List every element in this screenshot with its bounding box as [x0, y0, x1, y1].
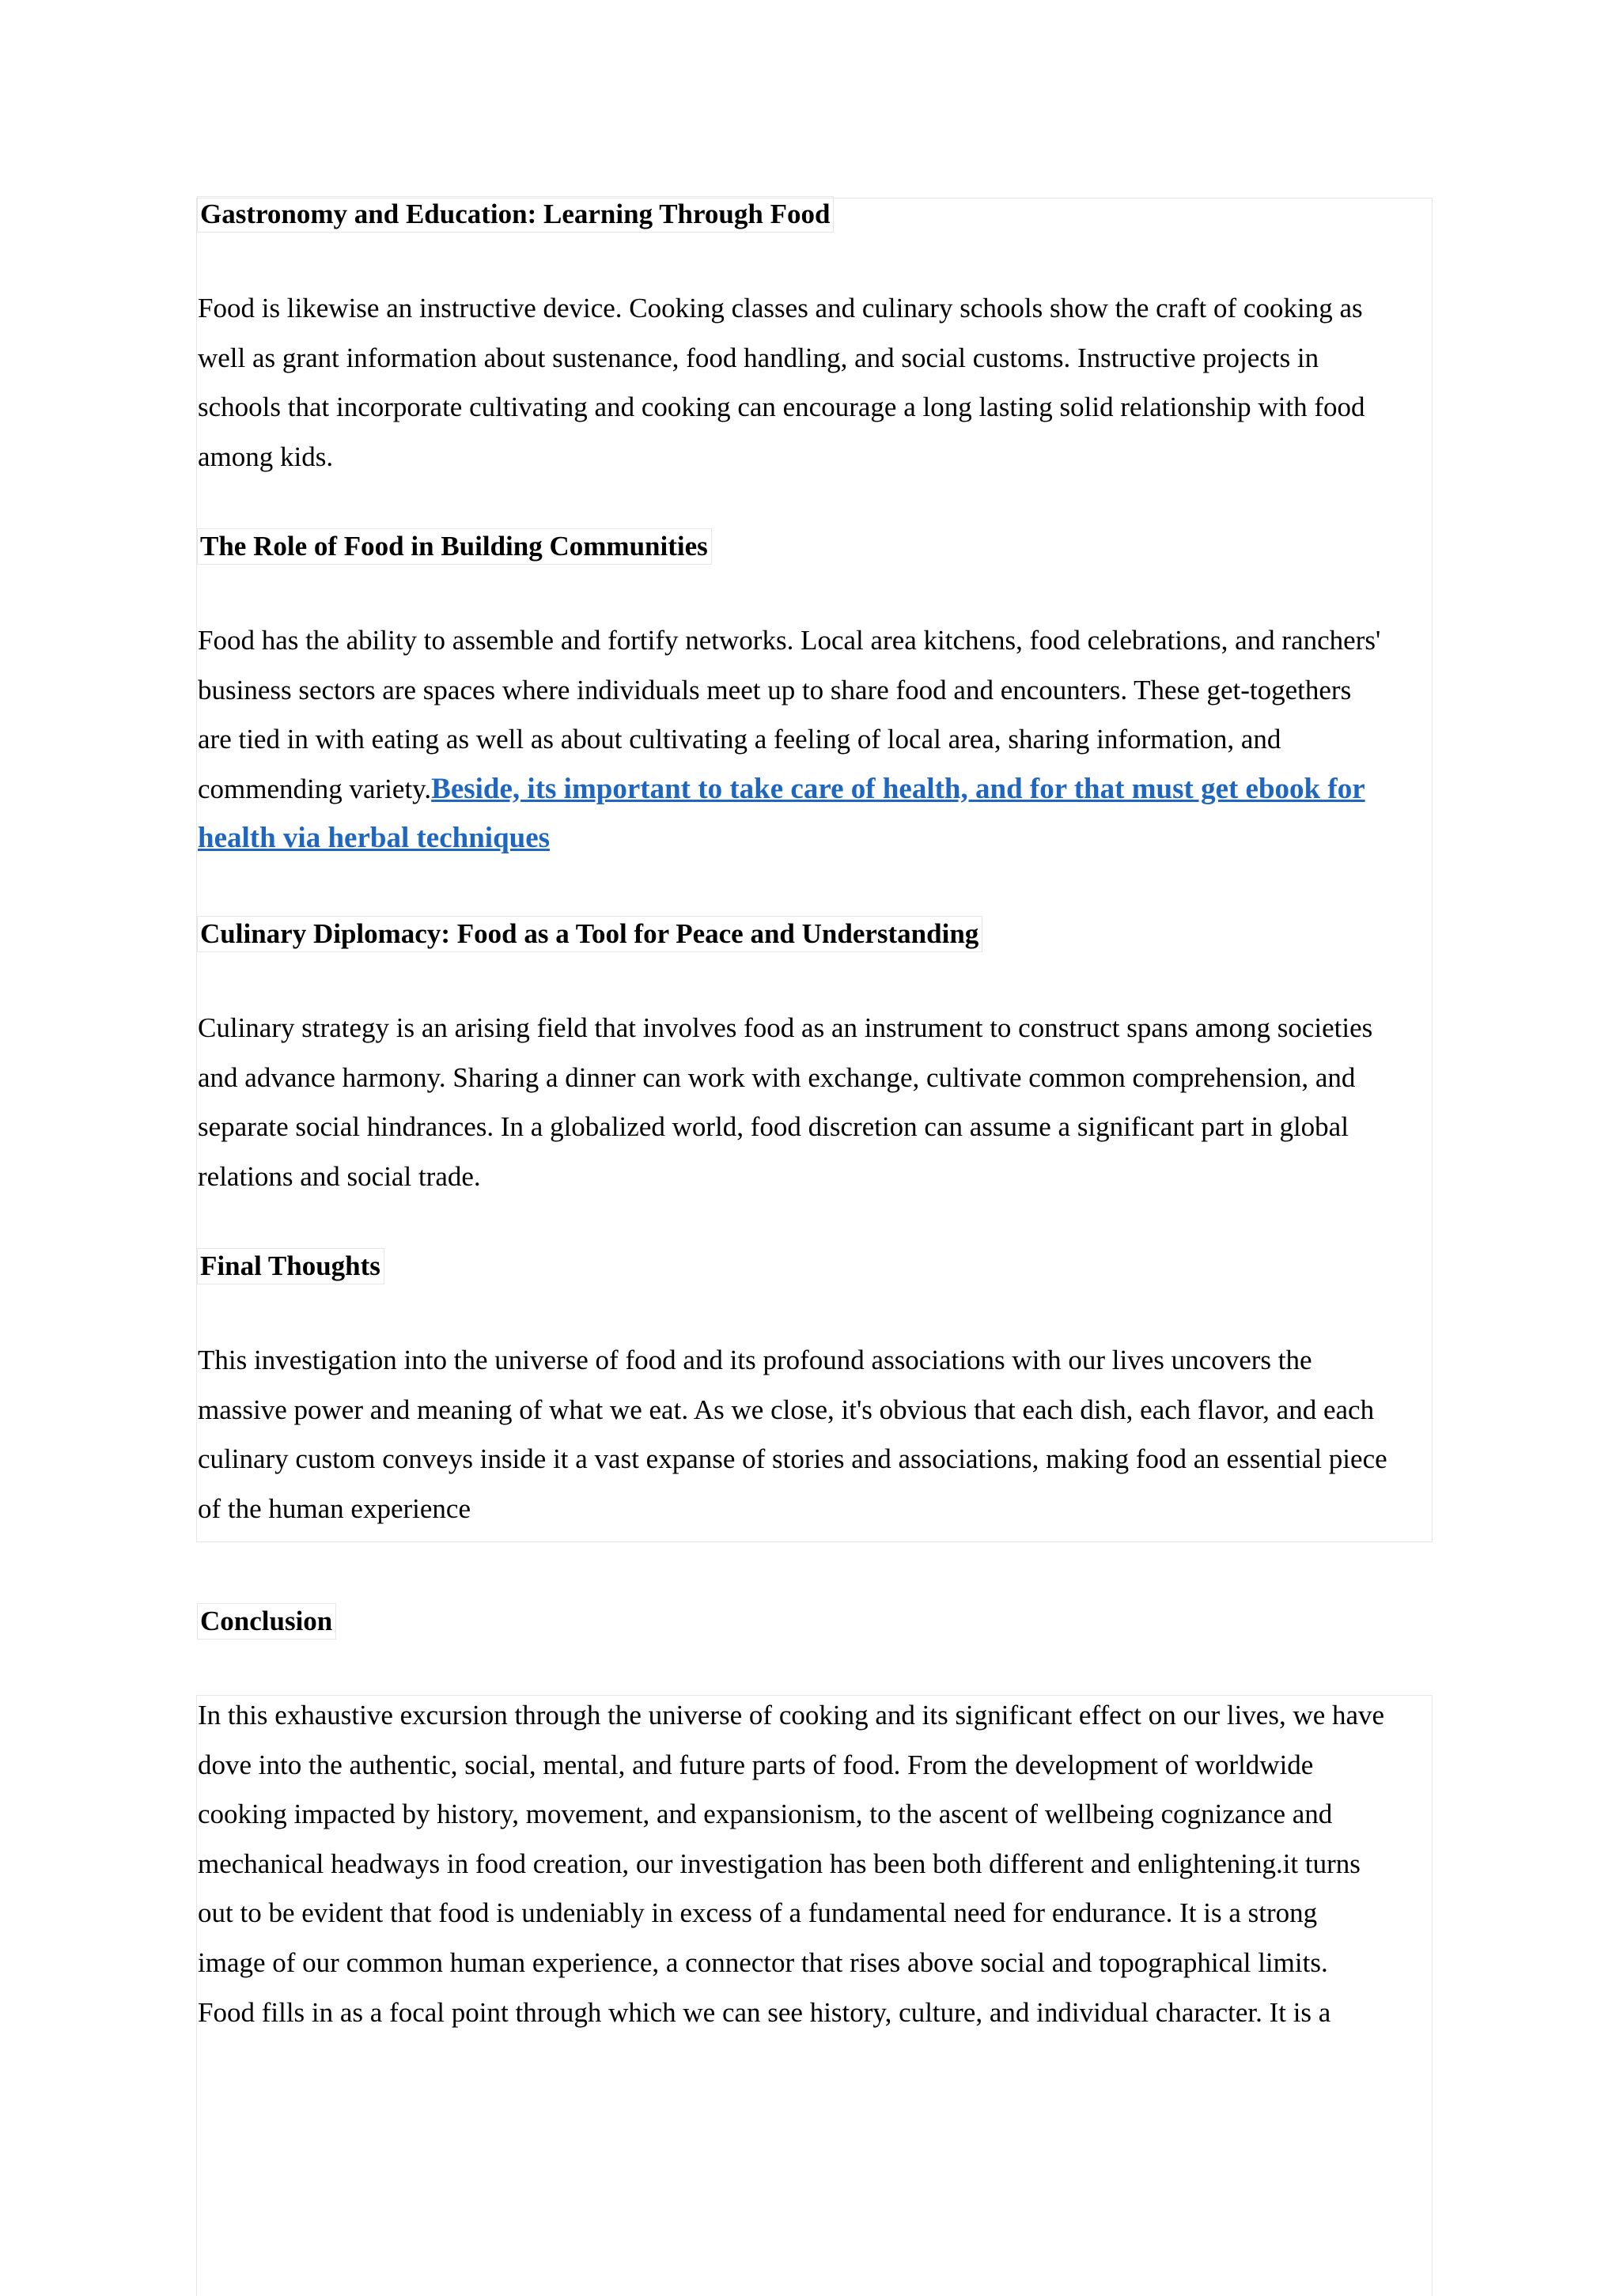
heading-culinary-diplomacy: Culinary Diplomacy: Food as a Tool for Peace and Understanding	[197, 916, 982, 952]
text-line: image of our common human experience, a connector that rises above social and topographical limits.	[198, 1946, 1328, 1978]
text-line: culinary custom conveys inside it a vast expanse of stories and associations, making food an essential piece	[198, 1443, 1387, 1475]
heading-food-communities: The Role of Food in Building Communities	[197, 528, 712, 565]
text-line: dove into the authentic, social, mental, and future parts of food. From the development of worldwide	[198, 1749, 1314, 1780]
text-line: mechanical headways in food creation, our investigation has been both different and enlightening.it turns	[198, 1848, 1361, 1879]
text-line-link-continuation	[198, 814, 1440, 864]
paragraph-food-communities	[198, 616, 1440, 864]
text-line: Food has the ability to assemble and fortify networks. Local area kitchens, food celebrations, and ranchers'	[198, 625, 1381, 656]
paragraph-gastronomy-education	[198, 284, 1440, 482]
herbal-ebook-link-continuation[interactable]: health via herbal techniques	[198, 822, 551, 855]
text-line-with-link	[198, 765, 1440, 815]
text-line: schools that incorporate cultivating and cooking can encourage a long lasting solid relationship with food	[198, 391, 1365, 423]
paragraph-culinary-diplomacy	[198, 1004, 1440, 1201]
heading-gastronomy-education: Gastronomy and Education: Learning Through Food	[197, 196, 834, 233]
text-line: out to be evident that food is undeniably in excess of a fundamental need for endurance. It is a strong	[198, 1897, 1318, 1929]
text-line: cooking impacted by history, movement, and expansionism, to the ascent of wellbeing cognizance and	[198, 1799, 1333, 1830]
text-line: of the human experience	[198, 1492, 471, 1524]
text-line: well as grant information about sustenance, food handling, and social customs. Instructive projects in	[198, 342, 1319, 373]
text-line-prefix: commending variety.	[198, 773, 432, 804]
text-line: Food fills in as a focal point through which we can see history, culture, and individual character. It is a	[198, 1996, 1331, 2028]
text-line: This investigation into the universe of food and its profound associations with our lives uncovers the	[198, 1345, 1312, 1375]
text-line: relations and social trade.	[198, 1160, 481, 1192]
text-line: among kids.	[198, 441, 334, 472]
text-line: massive power and meaning of what we eat. As we close, it's obvious that each dish, each flavor, and each	[198, 1394, 1375, 1425]
text-line: Food is likewise an instructive device. Cooking classes and culinary schools show the craft of cooking as	[198, 293, 1363, 323]
paragraph-conclusion	[198, 1691, 1440, 2037]
text-line: separate social hindrances. In a globalized world, food discretion can assume a significant part in global	[198, 1111, 1349, 1143]
text-line: In this exhaustive excursion through the universe of cooking and its significant effect on our lives, we have	[198, 1700, 1385, 1731]
herbal-ebook-link[interactable]: Beside, its important to take care of health, and for that must get ebook for	[431, 772, 1365, 805]
text-line: and advance harmony. Sharing a dinner can work with exchange, cultivate common comprehension, and	[198, 1061, 1356, 1093]
heading-conclusion: Conclusion	[197, 1603, 336, 1640]
paragraph-final-thoughts	[198, 1336, 1440, 1534]
text-line: business sectors are spaces where individuals meet up to share food and encounters. These get-togethers	[198, 674, 1352, 705]
text-line: Culinary strategy is an arising field that involves food as an instrument to construct spans among societies	[198, 1012, 1373, 1043]
heading-final-thoughts: Final Thoughts	[197, 1248, 384, 1284]
text-line: are tied in with eating as well as about cultivating a feeling of local area, sharing information, and	[198, 724, 1281, 755]
